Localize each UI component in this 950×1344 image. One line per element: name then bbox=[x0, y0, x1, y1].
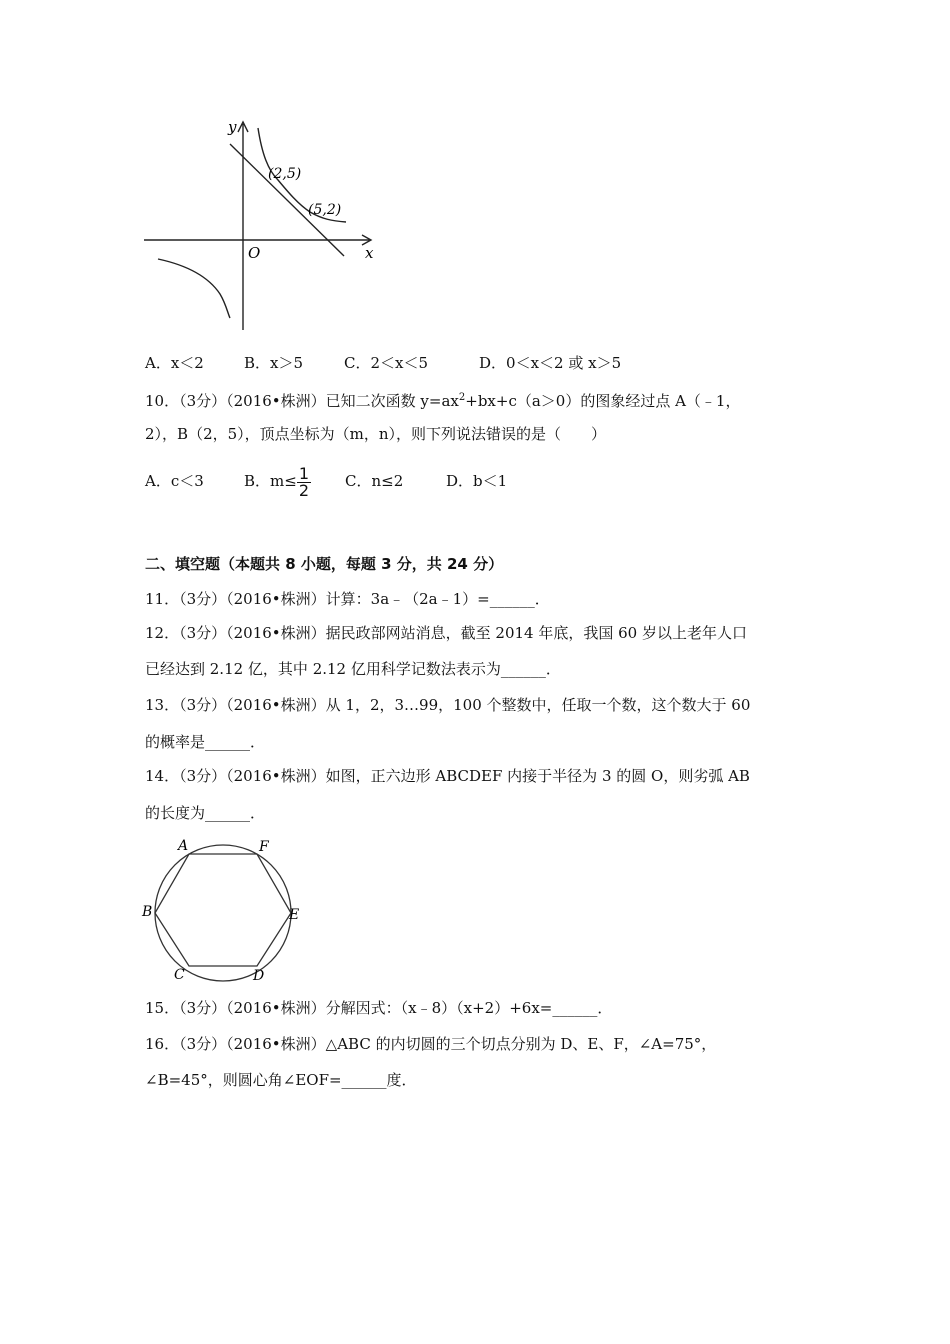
vertex-label-e: E bbox=[289, 907, 300, 923]
vertex-label-d: D bbox=[253, 968, 265, 984]
vertex-label-c: C bbox=[174, 967, 185, 983]
section2-heading: 二、填空题（本题共 8 小题，每题 3 分，共 24 分） bbox=[145, 555, 504, 573]
q9-option-c: C．2＜x＜5 bbox=[344, 354, 429, 372]
x-axis-label: x bbox=[365, 244, 374, 262]
q11: 11．（3分）（2016•株洲）计算：3a﹣（2a﹣1）=______． bbox=[145, 590, 550, 608]
fraction-one-half bbox=[297, 463, 311, 500]
vertex-label-b: B bbox=[142, 904, 153, 920]
q13-line2: 的概率是______． bbox=[145, 733, 266, 751]
point-label-5-2: (5,2) bbox=[308, 202, 342, 218]
vertex-label-f: F bbox=[259, 839, 269, 855]
q15: 15．（3分）（2016•株洲）分解因式：（x﹣8）（x+2）+6x=______． bbox=[145, 999, 613, 1017]
q10-line2: 2），B（2，5），顶点坐标为（m，n），则下列说法错误的是（ ） bbox=[145, 425, 607, 443]
q9-option-b: B．x＞5 bbox=[244, 354, 304, 372]
q10-line1 bbox=[145, 387, 740, 412]
q12-line2: 已经达到 2.12 亿，其中 2.12 亿用科学记数法表示为______． bbox=[145, 660, 561, 678]
q16-line2: ∠B=45°，则圆心角∠EOF=______度． bbox=[145, 1071, 417, 1089]
function-graph-figure bbox=[138, 118, 383, 333]
vertex-label-a: A bbox=[178, 838, 189, 854]
q10-option-a: A．c＜3 bbox=[145, 472, 204, 490]
regular-hexagon bbox=[155, 854, 291, 966]
q10-options bbox=[145, 461, 507, 501]
q10-exponent: 2 bbox=[458, 392, 466, 403]
hyperbola-branch-q3 bbox=[158, 259, 230, 318]
q10-option-d: D．b＜1 bbox=[446, 472, 508, 490]
q9-option-d: D．0＜x＜2 或 x＞5 bbox=[479, 354, 622, 372]
linear-function-line bbox=[230, 144, 344, 256]
q14-line1: 14．（3分）（2016•株洲）如图，正六边形 ABCDEF 内接于半径为 3 的圆 O，则劣弧 AB bbox=[145, 767, 750, 785]
q10-option-c: C．n≤2 bbox=[345, 472, 404, 490]
q9-option-a: A．x＜2 bbox=[145, 354, 204, 372]
q10-option-b bbox=[244, 461, 345, 501]
y-axis-label: y bbox=[228, 118, 237, 136]
q16-line1: 16．（3分）（2016•株洲）△ABC 的内切圆的三个切点分别为 D、E、F，∠A=75°， bbox=[145, 1035, 717, 1053]
q14-line2: 的长度为______． bbox=[145, 804, 266, 822]
point-label-2-5: (2,5) bbox=[268, 166, 302, 182]
circumcircle bbox=[155, 845, 291, 981]
q10-prefix: 10．（3分）（2016•株洲）已知二次函数 y=ax bbox=[145, 392, 459, 410]
q10-option-b-prefix: B．m≤ bbox=[244, 472, 297, 490]
origin-label: O bbox=[248, 244, 261, 262]
q10-rest: +bx+c（a＞0）的图象经过点 A（﹣1， bbox=[465, 392, 741, 410]
fraction-numerator: 1 bbox=[298, 463, 310, 483]
q12-line1: 12．（3分）（2016•株洲）据民政部网站消息，截至 2014 年底，我国 60 岁以上老年人口 bbox=[145, 624, 747, 642]
q9-options bbox=[145, 352, 621, 374]
hexagon-in-circle-figure bbox=[138, 834, 308, 986]
q13-line1: 13．（3分）（2016•株洲）从 1，2，3…99，100 个整数中，任取一个数，这个数大于 60 bbox=[145, 696, 751, 714]
fraction-denominator: 2 bbox=[298, 480, 310, 500]
